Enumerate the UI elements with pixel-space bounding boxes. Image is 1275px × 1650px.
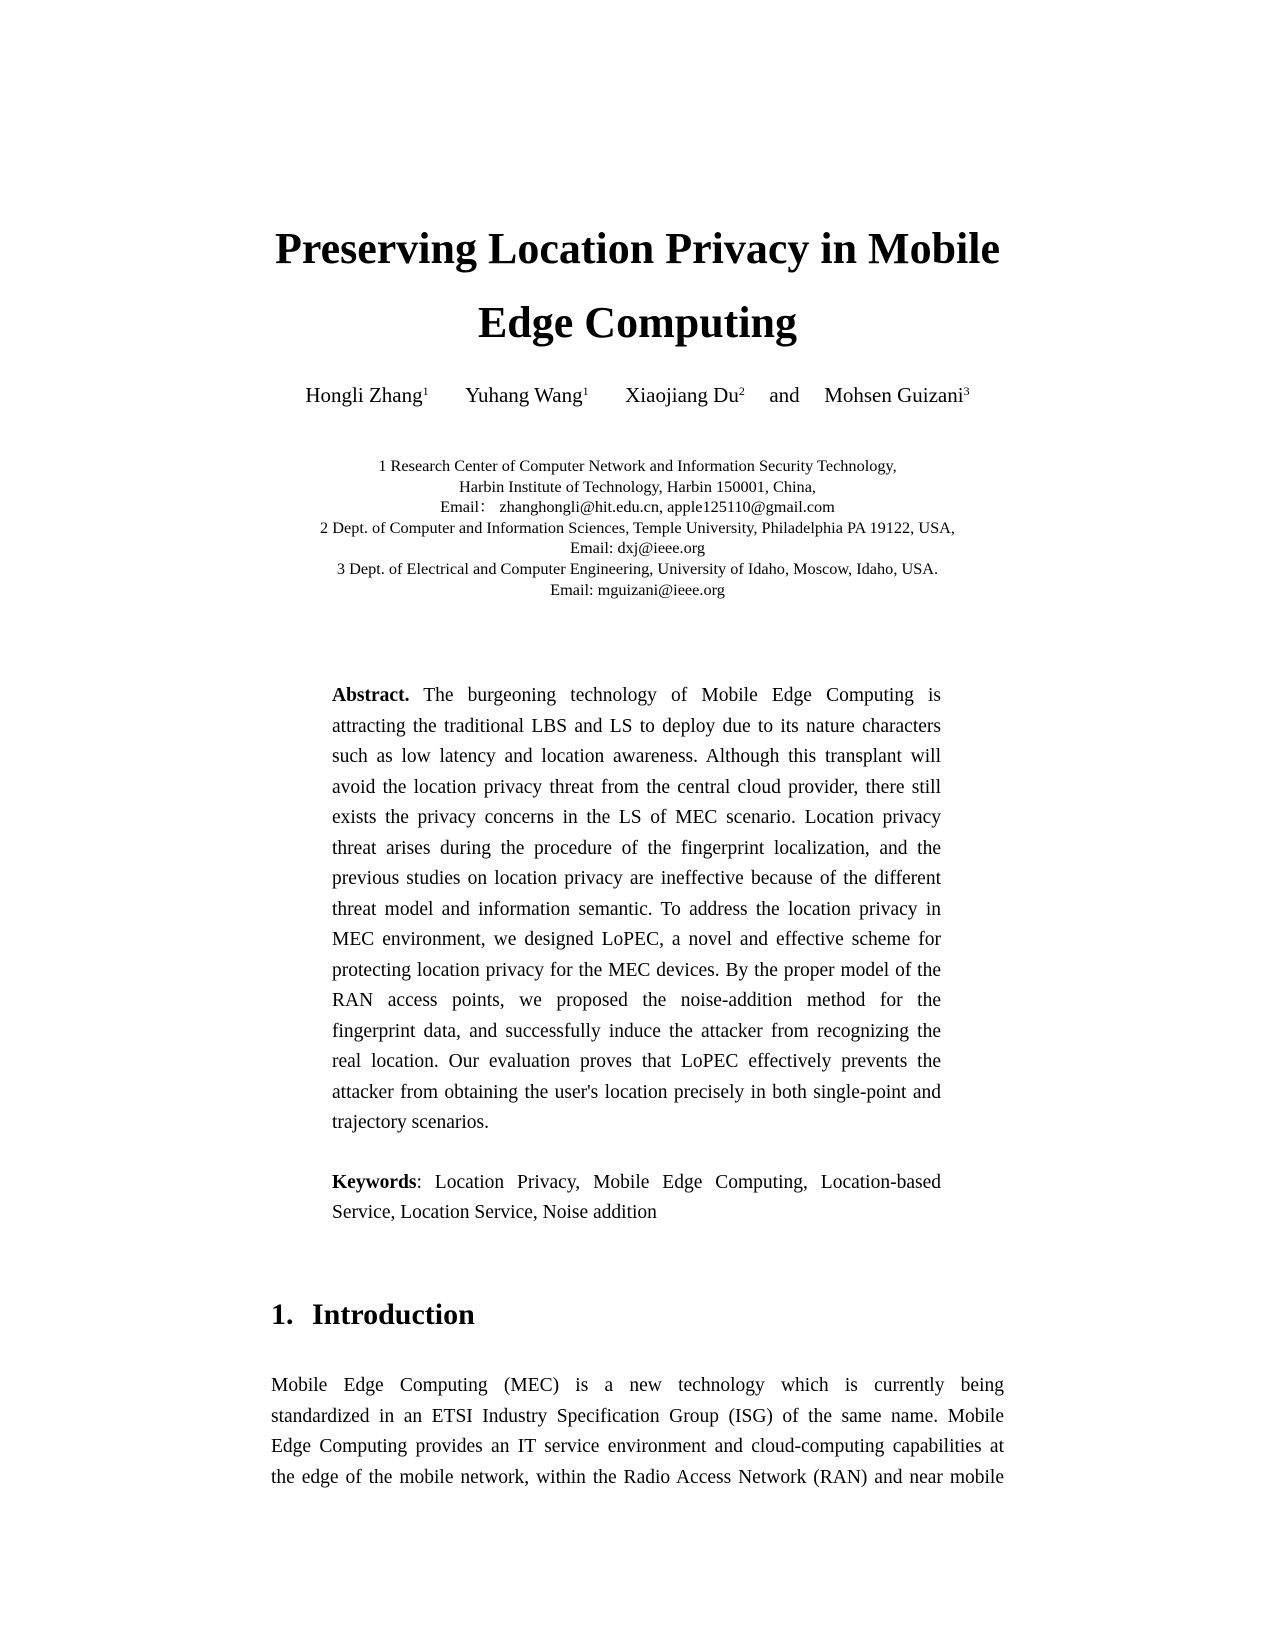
section-number: 1. (271, 1298, 294, 1331)
author-1-affiliation: 1 (422, 384, 429, 398)
abstract (332, 681, 941, 1139)
introduction-paragraph (271, 1371, 1004, 1493)
section-heading-introduction (271, 1297, 475, 1333)
abstract-label: Abstract. (332, 685, 410, 706)
keywords-text: : Location Privacy, Mobile Edge Computing, Location-based Service, Location Service, Noise addition (332, 1172, 941, 1223)
author-list (200, 382, 1075, 408)
affiliation-line: Harbin Institute of Technology, Harbin 150001, China, (459, 476, 816, 496)
author-conjunction: and (769, 383, 800, 407)
author-1: Hongli Zhang$^1$ (305, 383, 429, 407)
author-4: Mohsen Guizani$^3$ (824, 383, 970, 407)
title-line-1: Preserving Location Privacy in Mobile (274, 224, 1001, 273)
affiliations (200, 456, 1075, 600)
title-line-2: Edge Computing (477, 298, 798, 347)
author-2-affiliation: 1 (582, 384, 589, 398)
affiliation-line: Email： zhanghongli@hit.edu.cn, apple125110@gmail.com (440, 497, 835, 517)
section-title: Introduction (312, 1298, 475, 1331)
affiliation-line: Email: mguizani@ieee.org (550, 579, 725, 599)
author-2: Yuhang Wang$^1$ (465, 383, 589, 407)
author-3-affiliation: 2 (738, 384, 745, 398)
author-3: Xiaojiang Du$^2$ (625, 383, 745, 407)
paragraph-line: standardized in an ETSI Industry Specification Group (ISG) of the same name. Mobile (271, 1405, 1004, 1427)
paragraph-line: Mobile Edge Computing (MEC) is a new technology which is currently being (271, 1375, 1004, 1396)
affiliation-line: 2 Dept. of Computer and Information Sciences, Temple University, Philadelphia PA 19122, USA, (320, 517, 955, 537)
paragraph-line: Edge Computing provides an IT service environment and cloud-computing capabilities at (271, 1436, 1004, 1457)
affiliation-line: Email: dxj@ieee.org (570, 538, 705, 558)
paper-title (200, 212, 1075, 360)
affiliation-line: 1 Research Center of Computer Network and Information Security Technology, (378, 456, 897, 475)
author-4-affiliation: 3 (963, 384, 970, 398)
keywords-label: Keywords (332, 1172, 417, 1193)
abstract-text: The burgeoning technology of Mobile Edge Computing is attracting the traditional LBS and LS to deploy due to its nature characters such as low latency and location awareness. Although this transplant will avoid the location privacy threat from the central cloud provider, there still exists the privacy concerns in the LS of MEC scenario. Location privacy threat arises during the procedure of the fingerprint localization, and the previous studies on location privacy are ineffective because of the different threat model and information semantic. To address the location privacy in MEC environment, we designed LoPEC, a novel and effective scheme for protecting location privacy for the MEC devices. By the proper model of the RAN access points, we proposed the noise-addition method for the fingerprint data, and successfully induce the attacker from recognizing the real location. Our evaluation proves that LoPEC effectively prevents the attacker from obtaining the user's location precisely in both single-point and trajectory scenarios. (332, 685, 941, 1133)
paragraph-line: the edge of the mobile network, within the Radio Access Network (RAN) and near mobile (271, 1466, 1004, 1488)
affiliation-line: 3 Dept. of Electrical and Computer Engineering, University of Idaho, Moscow, Idaho, USA. (336, 558, 939, 578)
keywords (332, 1168, 941, 1228)
